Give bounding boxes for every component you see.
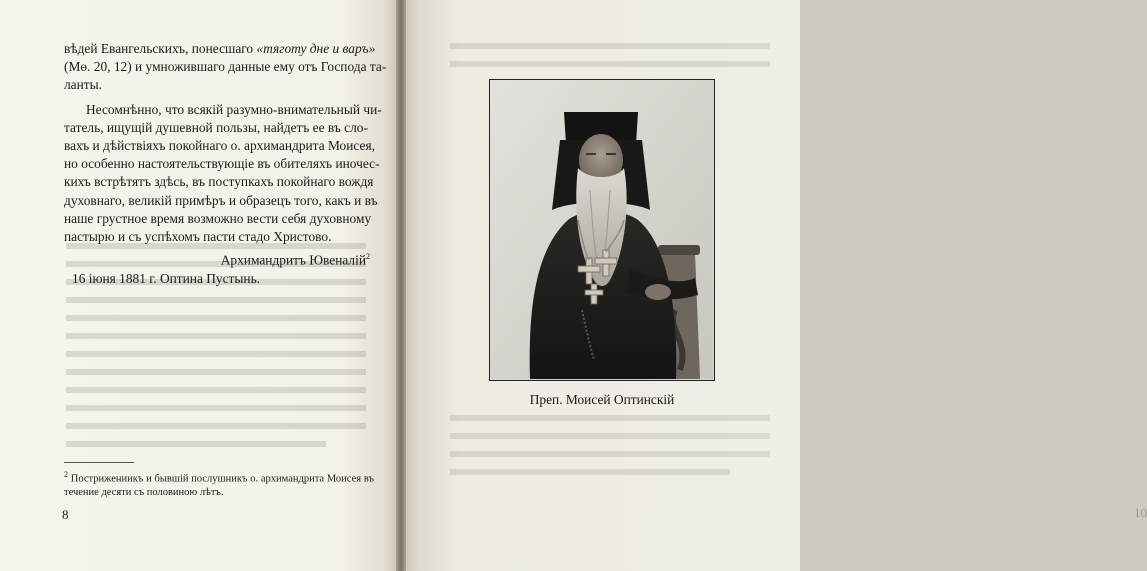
main-text (64, 40, 387, 288)
date-text: 16 іюня 1881 г. Оптина Пустынь. (72, 270, 261, 286)
portrait-caption: Преп. Моисей Оптинскій (529, 392, 675, 407)
text-span: вѣдей Евангельскихъ, понесшаго (64, 41, 257, 56)
page-number-right: 10 (1134, 505, 1147, 520)
footnote-rule (64, 462, 134, 463)
text-line: но особенно настоятельствующіе въ обителяхъ иночес- (64, 156, 380, 172)
footnote-text: Пострижениикъ и бывшій послушникъ о. архимандрита Моисея въ течение десяти съ половиною лѣтъ. (64, 473, 374, 498)
paragraph-2 (64, 101, 382, 247)
left-page (0, 0, 400, 571)
portrait-image (490, 80, 713, 379)
text-line: пастырю и съ успѣхомъ пасти стадо Христово. (64, 229, 332, 245)
text-line: ланты. (64, 77, 102, 93)
footnote-reference: 2 (366, 252, 370, 262)
page-number-left: 8 (62, 507, 69, 522)
quoted-phrase: «тяготу дне и варъ» (256, 41, 376, 56)
footnote (64, 468, 374, 499)
text-line: наше грустное время возможно вести себя духовному (64, 210, 372, 226)
text-line: духовнаго, великій примѣръ и образецъ того, какъ и въ (64, 192, 378, 208)
text-line: вахъ и дѣйствіяхъ покойнаго о. архимандрита Моисея, (64, 138, 375, 154)
text-line (64, 40, 376, 58)
signature-name: Архимандритъ Ювеналій (220, 252, 366, 268)
text-line: Несомнѣнно, что всякій разумно-внимательный чи- (86, 101, 382, 117)
portrait-photo (489, 79, 715, 381)
text-line: (Мѳ. 20, 12) и умножившаго данные ему отъ Господа та- (64, 59, 387, 75)
text-line: татель, ищущій душевной пользы, найдетъ ее въ сло- (64, 119, 368, 135)
date-line (64, 270, 370, 288)
text-line: кихъ встрѣтятъ здѣсь, въ поступкахъ покойнаго вождя (64, 174, 374, 190)
signature (64, 248, 370, 270)
footnote-mark: 2 (64, 470, 68, 479)
paragraph-1 (64, 40, 387, 95)
